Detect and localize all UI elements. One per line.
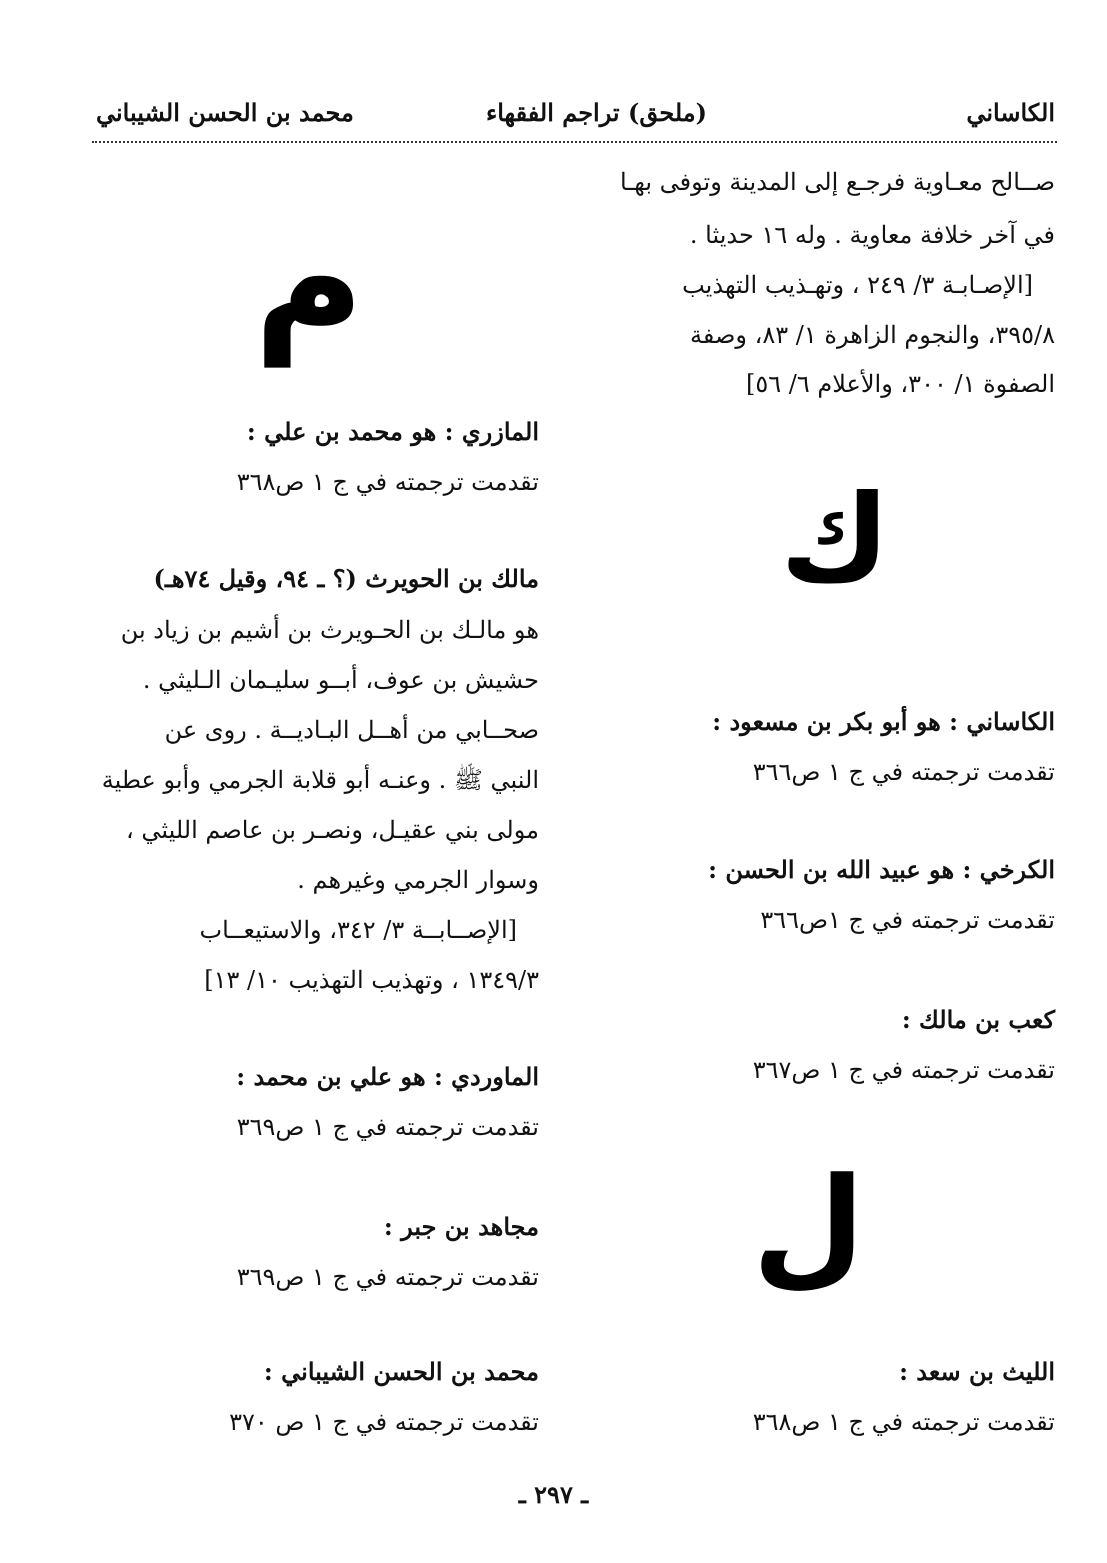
right-column [605, 0, 1055, 1500]
continuation-line: في آخر خلافة معاوية . وله ١٦ حديثا . [689, 221, 1055, 249]
entry-body-line: هو مالـك بن الحـويرث بن أشيم بن زياد بن [120, 616, 539, 644]
entry-body-line: حشيش بن عوف، أبــو سليـمان الـليثي . [142, 666, 539, 694]
entry-reference: تقدمت ترجمته في ج ١ ص٣٦٧ [752, 1056, 1055, 1084]
continuation-line: ٣٩٥/٨، والنجوم الزاهرة ١/ ٨٣، وصفة [690, 321, 1055, 349]
section-letter-mim: م [254, 193, 364, 367]
entry-reference: تقدمت ترجمته في ج ١ ص٣٦٨ [752, 1408, 1055, 1436]
entry-title: الكرخي : هو عبيد الله بن الحسن : [708, 855, 1055, 884]
entry-body-line: ١٣٤٩/٣ ، وتهذيب التهذيب ١٠/ ١٣] [204, 966, 539, 994]
entry-reference: تقدمت ترجمته في ج ١ ص٣٦٦ [752, 758, 1055, 786]
continuation-line: [الإصـابـة ٣/ ٢٤٩ ، وتهـذيب التهذيب [682, 271, 1033, 299]
entry-reference: تقدمت ترجمته في ج ١ ص٣٦٩ [236, 1113, 539, 1141]
entry-title: الليث بن سعد : [899, 1357, 1055, 1386]
entry-reference: تقدمت ترجمته في ج ١ص٣٦٦ [760, 906, 1055, 934]
entry-reference: تقدمت ترجمته في ج ١ ص ٣٧٠ [229, 1408, 539, 1436]
entry-title: مجاهد بن جبر : [383, 1212, 539, 1241]
continuation-line: صــالح معـاوية فرجـع إلى المدينة وتوفى بهـا [619, 168, 1055, 196]
entry-title: مالك بن الحويرث (؟ ـ ٩٤، وقيل ٧٤هـ) [153, 564, 539, 593]
running-header-center: (ملحق) تراجم الفقهاء [485, 98, 707, 127]
entry-body-line: صحــابي من أهــل البـاديــة . روى عن [164, 716, 539, 744]
entry-title: الماوردي : هو علي بن محمد : [236, 1062, 539, 1091]
entry-title: الكاساني : هو أبو بكر بن مسعود : [712, 707, 1055, 736]
entry-title: المازري : هو محمد بن علي : [246, 417, 539, 446]
section-letter-kaf: ك [780, 470, 890, 609]
entry-body-line: النبي ﷺ . وعنـه أبو قلابة الجرمي وأبو عطية [101, 766, 539, 794]
running-header-left: محمد بن الحسن الشيباني [96, 98, 354, 127]
entry-body-line: مولى بني عقيـل، ونصـر بن عاصم الليثي ، [125, 816, 539, 844]
continuation-line: الصفوة ١/ ٣٠٠، والأعلام ٦/ ٥٦] [745, 370, 1055, 398]
running-header-right: الكاساني [966, 98, 1055, 127]
entry-body-line: [الإصــابــة ٣/ ٣٤٢، والاستيعــاب [199, 916, 517, 944]
entry-title: محمد بن الحسن الشيباني : [263, 1357, 539, 1386]
entry-reference: تقدمت ترجمته في ج ١ ص٣٦٩ [236, 1263, 539, 1291]
entry-reference: تقدمت ترجمته في ج ١ ص٣٦٨ [236, 468, 539, 496]
page-number: ـ ٢٩٧ ـ [518, 1480, 589, 1509]
section-letter-lam: ل [752, 1149, 865, 1301]
entry-body-line: وسوار الجرمي وغيرهم . [297, 866, 539, 894]
left-column [89, 0, 539, 1500]
entry-title: كعب بن مالك : [901, 1005, 1055, 1034]
